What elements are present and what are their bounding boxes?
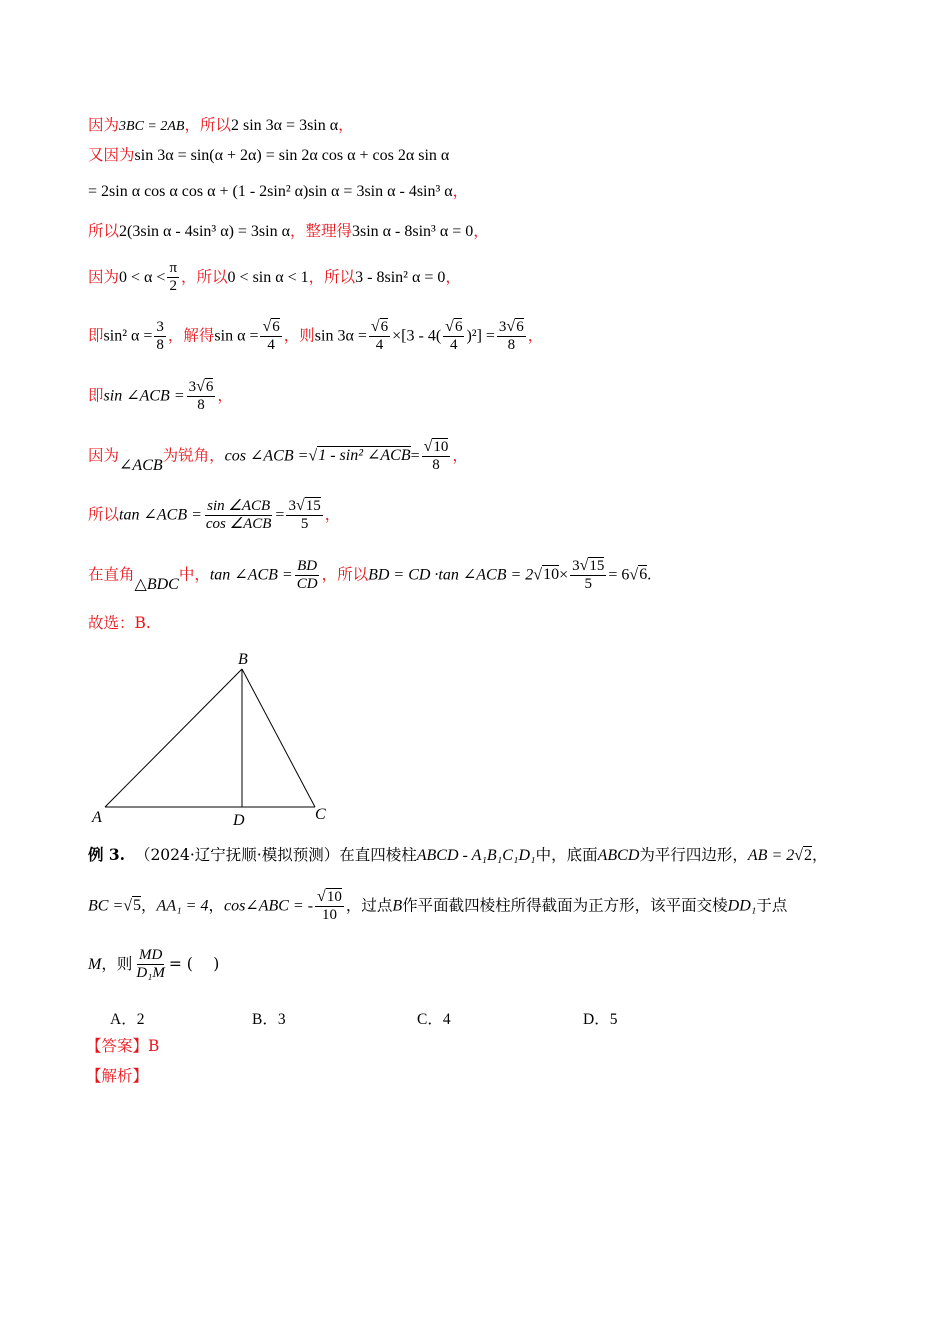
radicand: 6 — [454, 319, 463, 335]
fraction — [154, 319, 166, 355]
text: 为锐角， — [162, 446, 225, 465]
denominator: cos ∠ACB — [205, 515, 272, 532]
math: DD₁ — [727, 897, 757, 915]
vertex-c-label: C — [315, 806, 326, 823]
text: 所以 — [88, 505, 120, 524]
text: 中，底面 — [535, 846, 598, 864]
text: 作平面截四棱柱所得截面为正方形，该平面交棱 — [402, 896, 728, 915]
radicand: 15 — [305, 498, 321, 514]
fraction — [134, 947, 167, 983]
solution-line-7 — [88, 378, 233, 415]
fraction — [167, 260, 179, 296]
text: ， — [812, 846, 828, 864]
text: ， — [445, 267, 461, 286]
numerator: 3√6 — [497, 318, 526, 337]
text: ，所以 — [181, 267, 228, 286]
denominator: 2 — [169, 278, 177, 295]
math: 3sin α - 8sin³ α = 0 — [352, 223, 474, 240]
text: ， — [324, 505, 341, 524]
option-c[interactable]: C．4 — [417, 1011, 451, 1028]
numerator: π — [167, 260, 179, 278]
radicand: 15 — [589, 558, 605, 574]
solution-line-10: 在直角△BDC中，tan ∠ACB = $\frac{BD}{CD}$ ，所以BD = CD ·tan ∠ACB = 2√10× $\frac{3√15}{5}$ = 6√6. — [88, 557, 652, 594]
text: ， — [452, 182, 469, 200]
numerator: √10 — [315, 888, 344, 907]
text: 所以 — [88, 222, 120, 240]
fraction — [443, 318, 464, 355]
denominator: 10 — [321, 907, 337, 924]
math: ×[3 - 4( — [392, 327, 442, 345]
fraction — [286, 497, 322, 534]
text: （2024·辽宁抚顺·模拟预测）在直四棱柱 — [134, 846, 417, 864]
vertex-d-label: D — [233, 812, 245, 829]
text: 即 — [88, 326, 104, 345]
text: ， — [338, 116, 354, 134]
math: cos ∠ACB = — [224, 447, 309, 465]
text: ， — [452, 446, 468, 465]
text: ，整理得 — [289, 222, 352, 240]
solution-line-9 — [88, 497, 340, 534]
numerator: 3√15 — [570, 557, 606, 576]
vertex-a-label: A — [92, 809, 102, 826]
coefficient: 3 — [188, 379, 197, 395]
math: △BDC — [134, 576, 179, 594]
denominator: 5 — [584, 576, 592, 593]
radicand: 6 — [639, 566, 648, 584]
fraction — [295, 558, 320, 594]
radicand: 10 — [326, 889, 342, 905]
denominator: D₁M — [136, 965, 165, 982]
radicand: 6 — [205, 379, 214, 395]
denominator: 5 — [300, 516, 309, 533]
numerator: √6 — [443, 318, 464, 337]
fraction — [570, 557, 606, 594]
math: 3 - 8sin² α = 0 — [355, 268, 446, 286]
math: = 6 — [608, 566, 630, 584]
math: sin 3α = — [314, 327, 367, 345]
math: B — [392, 897, 403, 915]
text: ，过点 — [345, 896, 393, 915]
fraction — [260, 318, 281, 355]
solution-line-6 — [88, 318, 543, 355]
answer-label: 【答案】B — [86, 1037, 160, 1055]
coefficient: 3 — [572, 558, 580, 574]
math: = 2sin α cos α cos α + (1 - 2sin² α)sin α = 3sin α - 4sin³ α — [88, 183, 453, 200]
radicand: 1 - sin² ∠ACB — [318, 447, 411, 465]
math: M — [88, 955, 102, 973]
numerator: BD — [295, 558, 319, 576]
text: ， — [141, 896, 157, 915]
text: 因为 — [88, 267, 120, 286]
coefficient: 3 — [498, 319, 507, 335]
math: ABCD - A₁B₁C₁D₁ — [416, 847, 536, 864]
numerator: 3 — [154, 319, 166, 337]
radicand: 10 — [433, 439, 449, 455]
denominator: CD — [296, 575, 318, 592]
text: ，则 — [101, 954, 133, 973]
radicand: 6 — [380, 319, 389, 335]
math: 0 < sin α < 1 — [227, 268, 309, 286]
numerator: 3√6 — [187, 378, 216, 397]
math: tan ∠ACB = — [119, 506, 202, 524]
text: ，所以 — [308, 267, 356, 286]
text: 为平行四边形， — [639, 846, 748, 864]
math: 0 < α < — [119, 268, 166, 286]
denominator: 4 — [450, 337, 458, 354]
math: = — [275, 506, 285, 524]
denominator: 8 — [432, 457, 440, 474]
text: 即 — [88, 386, 104, 405]
math: BC = — [88, 897, 124, 915]
text: 中， — [178, 565, 210, 584]
numerator: √6 — [260, 318, 281, 337]
example-line-3 — [88, 947, 219, 983]
text: = ( ) — [168, 954, 220, 973]
math: = — [410, 447, 420, 465]
numerator: 3√15 — [286, 497, 322, 516]
triangle-figure — [88, 645, 338, 830]
denominator: 8 — [507, 337, 516, 354]
math: 2 sin 3α = 3sin α — [230, 117, 339, 134]
option-a[interactable]: A．2 — [110, 1011, 145, 1028]
math: ∠ACB — [119, 457, 163, 475]
example-line-2: BC =√5，AA₁ = 4，cos∠ABC = - $\frac{√10}{10}$ ，过点B作平面截四棱柱所得截面为正方形，该平面交棱DD₁于点 — [88, 888, 788, 924]
side-ab — [105, 669, 242, 807]
denominator: 4 — [375, 337, 384, 354]
coefficient: 3 — [288, 498, 296, 514]
math: . — [647, 566, 652, 584]
fraction — [369, 318, 390, 355]
option-d[interactable]: D．5 — [583, 1011, 618, 1028]
radicand: 6 — [516, 319, 524, 335]
radicand: 2 — [804, 847, 813, 864]
text: ， — [217, 386, 233, 405]
solution-line-8: 因为∠ACB为锐角，cos ∠ACB =√1 - sin² ∠ACB= $\frac{√10}{8}$ ， — [88, 438, 468, 475]
fraction — [422, 438, 451, 475]
fraction — [497, 318, 526, 355]
radicand: 10 — [543, 566, 560, 584]
text: ，所以 — [321, 565, 369, 584]
math: AA₁ = 4 — [156, 897, 209, 915]
radicand: 5 — [133, 897, 142, 915]
analysis-label: 【解析】 — [86, 1067, 149, 1085]
numerator: √6 — [369, 318, 390, 337]
numerator: √10 — [422, 438, 451, 457]
fraction — [187, 378, 216, 415]
text: 因为 — [88, 116, 120, 134]
fraction — [315, 888, 344, 925]
text: ， — [208, 896, 224, 915]
math: 2(3sin α - 4sin³ α) = 3sin α — [119, 223, 290, 240]
math: sin² α = — [103, 327, 153, 345]
solution-line-3 — [88, 184, 468, 200]
math: 3BC = 2AB — [119, 119, 185, 134]
math: BD = CD ·tan ∠ACB = 2 — [368, 566, 534, 584]
side-bc — [242, 669, 315, 807]
numerator: MD — [137, 947, 164, 965]
math: cos∠ABC = - — [223, 897, 314, 915]
math: sin ∠ACB = — [103, 387, 185, 405]
answer-choice-line: 故选：B. — [88, 614, 151, 632]
math: sin 3α = sin(α + 2α) = sin 2α cos α + cos 2α sin α — [134, 147, 450, 164]
radicand: 6 — [272, 319, 280, 335]
math: tan ∠ACB = — [209, 566, 293, 584]
option-b[interactable]: B．3 — [252, 1011, 286, 1028]
solution-line-4 — [88, 224, 489, 240]
denominator: 8 — [197, 397, 205, 414]
text: 又因为 — [88, 146, 135, 164]
solution-line-2 — [88, 148, 449, 164]
text: ，则 — [283, 326, 315, 345]
text: ， — [473, 222, 489, 240]
math: × — [559, 566, 569, 584]
math: sin α = — [214, 327, 259, 345]
solution-line-1 — [88, 118, 354, 134]
math: ABCD — [597, 847, 640, 864]
vertex-b-label: B — [238, 651, 248, 668]
math: )²] = — [466, 327, 495, 345]
numerator: sin ∠ACB — [205, 498, 272, 516]
denominator: 8 — [156, 336, 164, 353]
text: 在直角 — [88, 565, 135, 584]
math: AB = 2 — [747, 847, 795, 864]
text: ，所以 — [184, 116, 231, 134]
text: ， — [527, 326, 544, 345]
example-line-1: 例 3. （2024·辽宁抚顺·模拟预测）在直四棱柱ABCD - A₁B₁C₁D₁中，底面ABCD为平行四边形，AB = 2√2， — [88, 845, 828, 864]
solution-line-5 — [88, 260, 461, 296]
denominator: 4 — [267, 337, 275, 354]
text: ，解得 — [167, 326, 215, 345]
text: 于点 — [756, 896, 788, 915]
example-label: 例 3. — [88, 845, 126, 864]
text: 因为 — [88, 446, 120, 465]
fraction — [204, 498, 274, 534]
